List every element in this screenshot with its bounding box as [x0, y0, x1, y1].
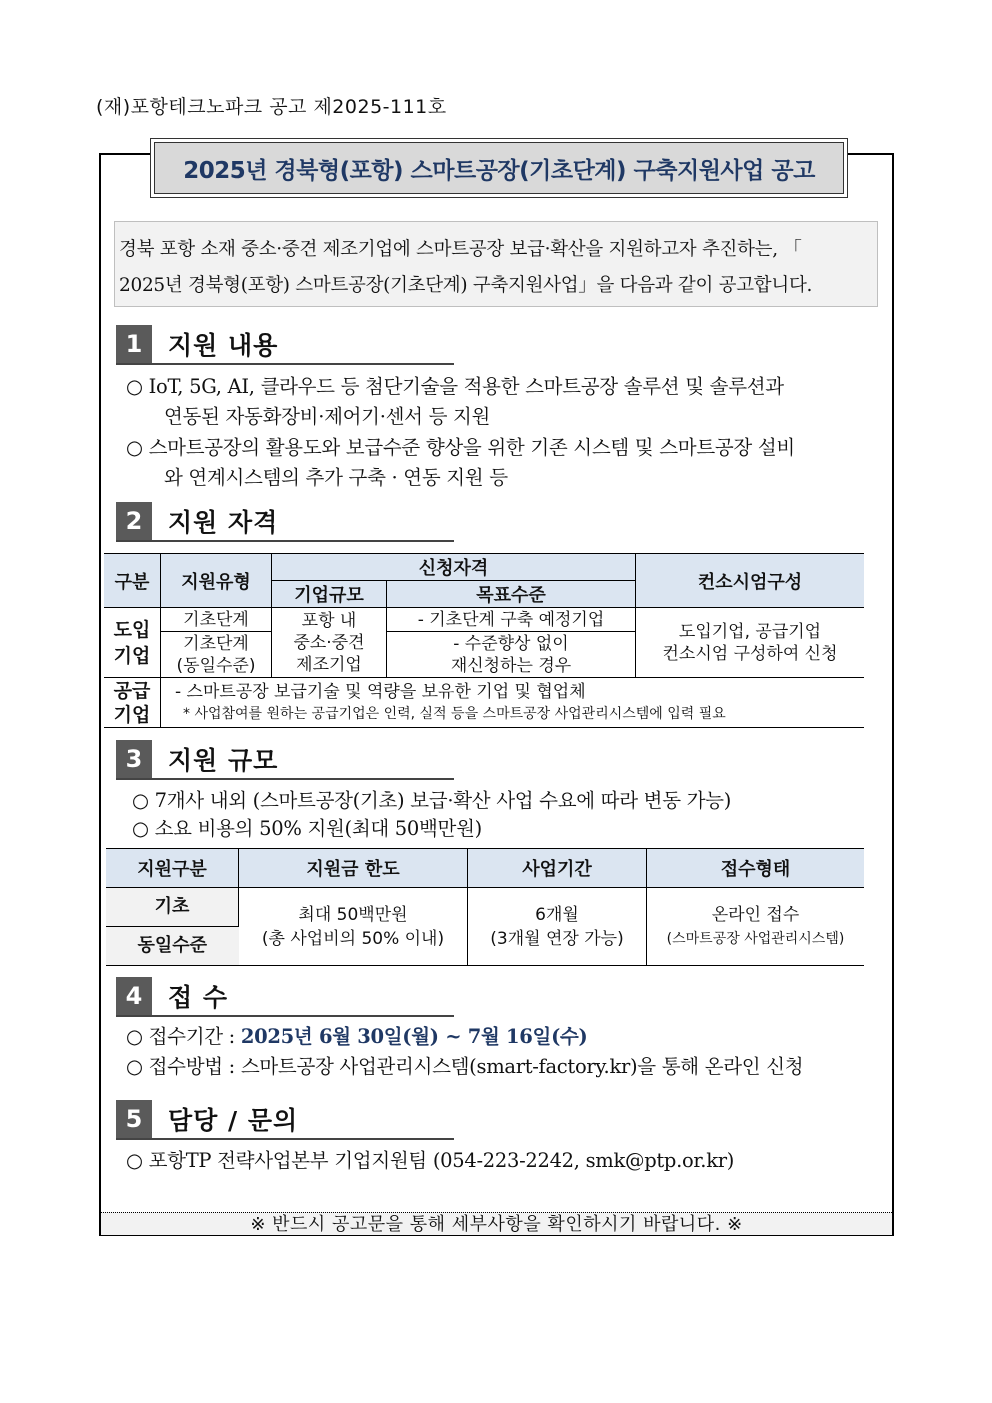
- col-header-category: 구분: [104, 554, 161, 608]
- section-title: 지원 내용: [168, 331, 279, 360]
- circle-bullet-icon: ○: [126, 1149, 143, 1172]
- circle-bullet-icon: ○: [126, 1025, 143, 1048]
- section-title: 접 수: [168, 983, 229, 1012]
- page-title: 2025년 경북형(포항) 스마트공장(기초단계) 구축지원사업 공고: [154, 142, 844, 194]
- period-cell: 6개월 (3개월 연장 가능): [468, 888, 647, 966]
- scale-bullet-2: ○ 소요 비용의 50% 지원(최대 50백만원): [132, 817, 482, 840]
- intro-box: [114, 221, 878, 307]
- section-5-header: [116, 1100, 454, 1140]
- support-bullet-2: ○ 스마트공장의 활용도와 보급수준 향상을 위한 기존 시스템 및 스마트공장 설비 와 연계시스템의 추가 구축 · 연동 지원 등: [126, 436, 795, 489]
- col-header: 지원구분: [106, 849, 239, 888]
- col-header-qualification: 신청자격: [272, 554, 636, 581]
- row-label-supply-company: 공급 기업: [104, 678, 161, 728]
- intro-line-2: 2025년 경북형(포항) 스마트공장(기초단계) 구축지원사업」을 다음과 같이 공고합니다.: [119, 275, 813, 296]
- intro-line-1: 경북 포항 소재 중소·중견 제조기업에 스마트공장 보급·확산을 지원하고자 추진하는, 「: [119, 239, 802, 260]
- scale-table: [106, 848, 864, 966]
- section-number: 2: [116, 502, 152, 540]
- section-number: 3: [116, 740, 152, 778]
- row-label-basic: 기초: [106, 888, 239, 927]
- support-bullet-1: ○ IoT, 5G, AI, 클라우드 등 첨단기술을 적용한 스마트공장 솔루션 및 솔루션과 연동된 자동화장비·제어기·센서 등 지원: [126, 375, 784, 428]
- circle-bullet-icon: ○: [132, 817, 149, 840]
- row-label-same-level: 동일수준: [106, 927, 239, 966]
- section-2-header: [116, 502, 454, 542]
- col-header-target: 목표수준: [387, 581, 636, 608]
- section-title: 담당 / 문의: [168, 1106, 299, 1135]
- reception-method: ○ 접수방법 : 스마트공장 사업관리시스템(smart-factory.kr)을 통해 온라인 신청: [126, 1055, 804, 1078]
- limit-cell: 최대 50백만원 (총 사업비의 50% 이내): [239, 888, 468, 966]
- section-4-header: [116, 977, 454, 1017]
- footer-note: ※ 반드시 공고문을 통해 세부사항을 확인하시기 바랍니다. ※: [101, 1212, 892, 1235]
- row-label-intro-company: 도입 기업: [104, 608, 161, 678]
- col-header: 지원금 한도: [239, 849, 468, 888]
- col-header: 사업기간: [468, 849, 647, 888]
- col-header: 접수형태: [647, 849, 865, 888]
- col-header-type: 지원유형: [161, 554, 272, 608]
- type-cell: 기초단계 (동일수준): [161, 632, 272, 678]
- reception-date: 2025년 6월 30일(월) ~ 7월 16일(수): [240, 1025, 588, 1048]
- contact-line: ○ 포항TP 전략사업본부 기업지원팀 (054-223-2242, smk@ptp.or.kr): [126, 1149, 735, 1172]
- title-box: [150, 138, 848, 198]
- scale-bullet-1: ○ 7개사 내외 (스마트공장(기초) 보급·확산 사업 수요에 따라 변동 가능): [132, 789, 732, 812]
- col-header-size: 기업규모: [272, 581, 387, 608]
- section-number: 4: [116, 977, 152, 1015]
- size-cell: 포항 내 중소·중견 제조기업: [272, 608, 387, 678]
- circle-bullet-icon: ○: [126, 375, 143, 398]
- type-cell: 기초단계: [161, 608, 272, 632]
- circle-bullet-icon: ○: [126, 436, 143, 459]
- section-1-header: [116, 325, 454, 365]
- consortium-cell: 도입기업, 공급기업 컨소시엄 구성하여 신청: [636, 608, 865, 678]
- target-cell: - 수준향상 없이 재신청하는 경우: [387, 632, 636, 678]
- eligibility-table: [104, 553, 864, 728]
- circle-bullet-icon: ○: [132, 789, 149, 812]
- supply-cell: - 스마트공장 보급기술 및 역량을 보유한 기업 및 협업체 * 사업참여를 원하는 공급기업은 인력, 실적 등을 스마트공장 사업관리시스템에 입력 필요: [161, 678, 865, 728]
- circle-bullet-icon: ○: [126, 1055, 143, 1078]
- notice-number: (재)포항테크노파크 공고 제2025-111호: [96, 96, 447, 118]
- reception-period: ○ 접수기간 : 2025년 6월 30일(월) ~ 7월 16일(수): [126, 1025, 588, 1048]
- section-title: 지원 자격: [168, 508, 279, 537]
- section-number: 5: [116, 1100, 152, 1138]
- section-number: 1: [116, 325, 152, 363]
- method-cell: 온라인 접수 (스마트공장 사업관리시스템): [647, 888, 865, 966]
- target-cell: - 기초단계 구축 예정기업: [387, 608, 636, 632]
- section-3-header: [116, 740, 454, 780]
- col-header-consortium: 컨소시엄구성: [636, 554, 865, 608]
- section-title: 지원 규모: [168, 746, 279, 775]
